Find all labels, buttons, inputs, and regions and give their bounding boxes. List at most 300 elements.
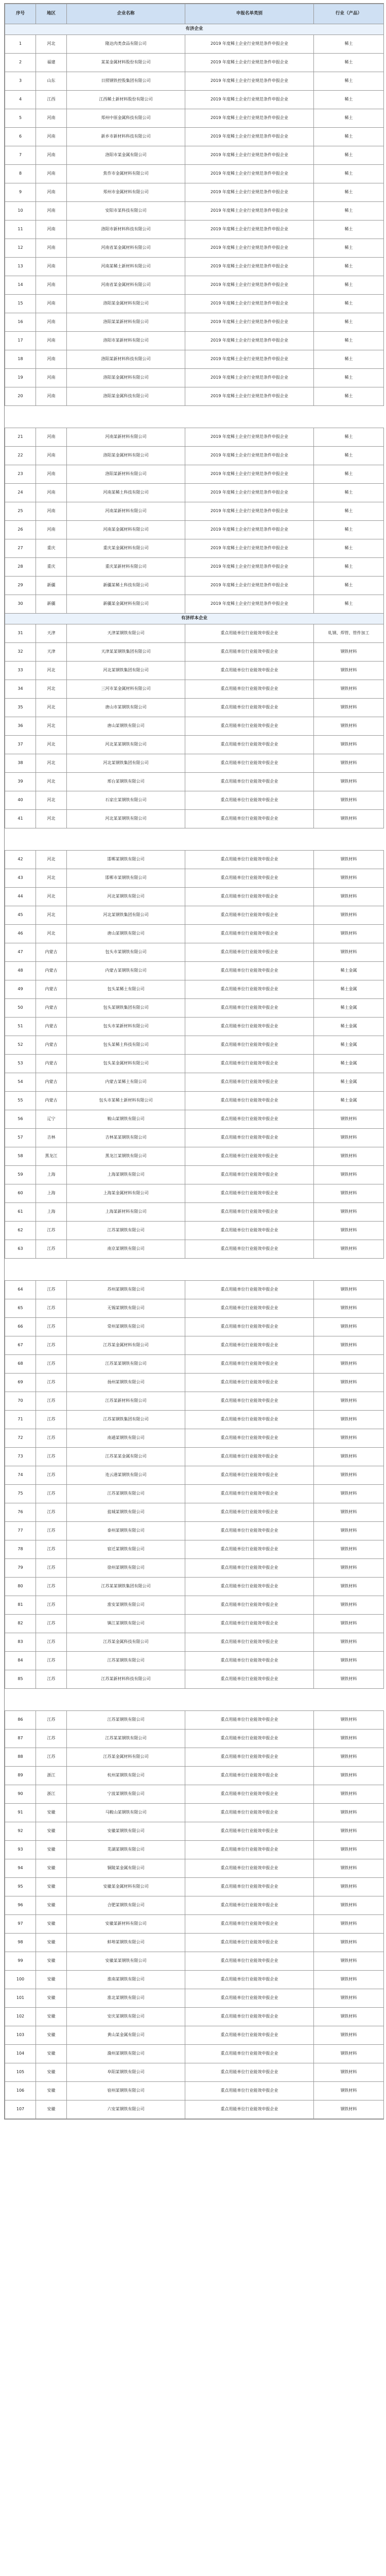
cell-category: 重点用能单位行业能效申报企业 <box>185 1578 314 1596</box>
cell-company: 包头某钢铁集团有限公司 <box>67 999 185 1018</box>
cell-region: 安徽 <box>36 1989 67 2008</box>
cell-category: 重点用能单位行业能效申报企业 <box>185 754 314 773</box>
cell-region: 河南 <box>36 146 67 165</box>
cell-company: 河南某稀土科技有限公司 <box>67 484 185 502</box>
table-row <box>5 276 384 295</box>
cell-region: 江苏 <box>36 1374 67 1392</box>
cell-number: 23 <box>5 465 36 484</box>
table-row <box>5 1110 384 1129</box>
cell-number: 22 <box>5 447 36 465</box>
cell-company: 上海某金属材料有限公司 <box>67 1184 185 1203</box>
cell-industry: 钢铁材料 <box>314 1392 384 1411</box>
cell-industry: 钢铁材料 <box>314 1633 384 1652</box>
cell-company: 河北某某钢铁有限公司 <box>67 810 185 828</box>
cell-industry: 钢铁材料 <box>314 791 384 810</box>
cell-number: 33 <box>5 662 36 680</box>
cell-company: 河北某钢铁有限公司 <box>67 888 185 906</box>
cell-region: 河北 <box>36 662 67 680</box>
cell-category: 重点用能单位行业能效申报企业 <box>185 736 314 754</box>
table-row <box>5 2063 384 2082</box>
cell-category: 重点用能单位行业能效申报企业 <box>185 1466 314 1485</box>
cell-industry: 钢铁材料 <box>314 680 384 699</box>
cell-number: 65 <box>5 1299 36 1318</box>
cell-number: 15 <box>5 295 36 313</box>
cell-company: 河南省某金属材料有限公司 <box>67 276 185 295</box>
cell-industry: 稀土 <box>314 313 384 332</box>
cell-number: 67 <box>5 1336 36 1355</box>
cell-industry: 钢铁材料 <box>314 943 384 962</box>
table-row <box>5 221 384 239</box>
cell-category: 2019 年度稀土企业行业规范条件申报企业 <box>185 577 314 595</box>
cell-company: 江苏某新材料科技有限公司 <box>67 1670 185 1689</box>
cell-company: 江苏某钢铁有限公司 <box>67 1222 185 1240</box>
cell-industry: 钢铁材料 <box>314 1952 384 1971</box>
cell-number: 89 <box>5 1767 36 1785</box>
cell-number: 44 <box>5 888 36 906</box>
table-row <box>5 1578 384 1596</box>
cell-number: 4 <box>5 91 36 109</box>
cell-industry: 钢铁材料 <box>314 1615 384 1633</box>
cell-number: 72 <box>5 1429 36 1448</box>
table-row <box>5 1878 384 1896</box>
cell-region: 安徽 <box>36 1878 67 1896</box>
cell-company: 邯郸市某钢铁有限公司 <box>67 869 185 888</box>
cell-company: 江苏某金属科技有限公司 <box>67 1633 185 1652</box>
cell-company: 江西稀土新材料股份有限公司 <box>67 91 185 109</box>
cell-region: 内蒙古 <box>36 962 67 980</box>
cell-region: 内蒙古 <box>36 980 67 999</box>
cell-region: 重庆 <box>36 558 67 577</box>
table-row <box>5 624 384 643</box>
cell-industry: 稀土 <box>314 558 384 577</box>
cell-category: 重点用能单位行业能效申报企业 <box>185 1989 314 2008</box>
cell-industry: 稀土 <box>314 54 384 72</box>
table-row <box>5 239 384 258</box>
cell-number: 5 <box>5 109 36 128</box>
cell-industry: 稀土 <box>314 350 384 369</box>
page-break-cell <box>5 828 384 851</box>
page-break-row <box>5 828 384 851</box>
table-row <box>5 810 384 828</box>
table-row <box>5 888 384 906</box>
cell-industry: 钢铁材料 <box>314 1540 384 1559</box>
page-break-cell <box>5 1689 384 1711</box>
cell-category: 重点用能单位行业能效申报企业 <box>185 1633 314 1652</box>
cell-company: 安徽某新材料有限公司 <box>67 1915 185 1934</box>
cell-category: 重点用能单位行业能效申报企业 <box>185 1748 314 1767</box>
cell-region: 河南 <box>36 428 67 447</box>
cell-category: 重点用能单位行业能效申报企业 <box>185 791 314 810</box>
cell-category: 重点用能单位行业能效申报企业 <box>185 1822 314 1841</box>
cell-industry: 钢铁材料 <box>314 1110 384 1129</box>
cell-region: 江苏 <box>36 1615 67 1633</box>
cell-industry: 钢铁材料 <box>314 1429 384 1448</box>
cell-category: 重点用能单位行业能效申报企业 <box>185 1184 314 1203</box>
cell-category: 重点用能单位行业能效申报企业 <box>185 1952 314 1971</box>
cell-industry: 钢铁材料 <box>314 736 384 754</box>
cell-category: 重点用能单位行业能效申报企业 <box>185 1318 314 1336</box>
cell-category: 重点用能单位行业能效申报企业 <box>185 1110 314 1129</box>
cell-category: 2019 年度稀土企业行业规范条件申报企业 <box>185 539 314 558</box>
cell-number: 62 <box>5 1222 36 1240</box>
cell-number: 69 <box>5 1374 36 1392</box>
cell-number: 77 <box>5 1522 36 1540</box>
cell-category: 2019 年度稀土企业行业规范条件申报企业 <box>185 465 314 484</box>
cell-industry: 稀土金属 <box>314 1055 384 1073</box>
cell-number: 99 <box>5 1952 36 1971</box>
table-row <box>5 1748 384 1767</box>
cell-number: 7 <box>5 146 36 165</box>
table-row <box>5 1073 384 1092</box>
cell-company: 洛阳某新材料科技有限公司 <box>67 350 185 369</box>
cell-industry: 钢铁材料 <box>314 1147 384 1166</box>
cell-industry: 钢铁材料 <box>314 906 384 925</box>
cell-company: 鞍山某钢铁有限公司 <box>67 1110 185 1129</box>
cell-category: 2019 年度稀土企业行业规范条件申报企业 <box>185 447 314 465</box>
cell-company: 淮北某钢铁有限公司 <box>67 1989 185 2008</box>
cell-category: 2019 年度稀土企业行业规范条件申报企业 <box>185 258 314 276</box>
cell-company: 安徽某某钢铁有限公司 <box>67 1952 185 1971</box>
cell-company: 安阳市某科技有限公司 <box>67 202 185 221</box>
table-row <box>5 1785 384 1804</box>
cell-region: 江苏 <box>36 1411 67 1429</box>
cell-company: 江苏某某钢铁集团有限公司 <box>67 1578 185 1596</box>
cell-region: 安徽 <box>36 2008 67 2026</box>
cell-industry: 稀土金属 <box>314 1018 384 1036</box>
cell-company: 日照钢铁控股集团有限公司 <box>67 72 185 91</box>
cell-number: 12 <box>5 239 36 258</box>
table-row <box>5 1711 384 1730</box>
cell-region: 河北 <box>36 736 67 754</box>
cell-number: 26 <box>5 521 36 539</box>
table-row <box>5 1036 384 1055</box>
cell-number: 30 <box>5 595 36 614</box>
cell-number: 25 <box>5 502 36 521</box>
cell-category: 2019 年度稀土企业行业规范条件申报企业 <box>185 502 314 521</box>
cell-region: 江苏 <box>36 1392 67 1411</box>
cell-category: 2019 年度稀土企业行业规范条件申报企业 <box>185 35 314 54</box>
table-row <box>5 736 384 754</box>
cell-company: 阜阳某钢铁有限公司 <box>67 2063 185 2082</box>
cell-number: 40 <box>5 791 36 810</box>
cell-company: 马鞍山某钢铁有限公司 <box>67 1804 185 1822</box>
cell-company: 新疆某金属材料有限公司 <box>67 595 185 614</box>
cell-category: 重点用能单位行业能效申报企业 <box>185 1222 314 1240</box>
table-row <box>5 754 384 773</box>
cell-industry: 稀土 <box>314 183 384 202</box>
table-row <box>5 2082 384 2100</box>
cell-company: 洛阳某金属科技有限公司 <box>67 387 185 406</box>
cell-number: 74 <box>5 1466 36 1485</box>
cell-number: 13 <box>5 258 36 276</box>
table-row <box>5 109 384 128</box>
cell-company: 洛阳市新材料科技有限公司 <box>67 221 185 239</box>
cell-region: 河南 <box>36 128 67 146</box>
cell-number: 42 <box>5 851 36 869</box>
cell-region: 河南 <box>36 502 67 521</box>
table-row <box>5 2100 384 2119</box>
cell-industry: 钢铁材料 <box>314 2063 384 2082</box>
cell-category: 重点用能单位行业能效申报企业 <box>185 1540 314 1559</box>
cell-number: 95 <box>5 1878 36 1896</box>
cell-industry: 稀土 <box>314 202 384 221</box>
table-row <box>5 465 384 484</box>
cell-industry: 钢铁材料 <box>314 1318 384 1336</box>
cell-company: 邢台某钢铁有限公司 <box>67 773 185 791</box>
cell-company: 江苏某金属材料有限公司 <box>67 1748 185 1767</box>
table-row <box>5 1952 384 1971</box>
table-row <box>5 1429 384 1448</box>
cell-category: 重点用能单位行业能效申报企业 <box>185 1018 314 1036</box>
cell-number: 97 <box>5 1915 36 1934</box>
table-row <box>5 350 384 369</box>
cell-region: 江苏 <box>36 1748 67 1767</box>
cell-industry: 钢铁材料 <box>314 1804 384 1822</box>
cell-region: 河南 <box>36 484 67 502</box>
column-header: 申报名单类别 <box>185 4 314 24</box>
cell-number: 79 <box>5 1559 36 1578</box>
table-row <box>5 165 384 183</box>
cell-company: 河南某金属材料有限公司 <box>67 521 185 539</box>
cell-company: 江苏某某钢铁有限公司 <box>67 1355 185 1374</box>
cell-industry: 钢铁材料 <box>314 1503 384 1522</box>
table-row <box>5 943 384 962</box>
cell-region: 江苏 <box>36 1652 67 1670</box>
cell-category: 重点用能单位行业能效申报企业 <box>185 1036 314 1055</box>
table-row <box>5 1281 384 1299</box>
cell-company: 江苏某钢铁有限公司 <box>67 1711 185 1730</box>
cell-company: 黑龙江某钢铁有限公司 <box>67 1147 185 1166</box>
cell-company: 洛阳市某金属有限公司 <box>67 146 185 165</box>
cell-category: 重点用能单位行业能效申报企业 <box>185 1411 314 1429</box>
table-row <box>5 1203 384 1222</box>
cell-region: 河北 <box>36 791 67 810</box>
section-title: 有济样本企业 <box>5 614 384 624</box>
cell-number: 52 <box>5 1036 36 1055</box>
cell-company: 三河市某金属材料有限公司 <box>67 680 185 699</box>
section-title-row <box>5 24 384 35</box>
cell-category: 重点用能单位行业能效申报企业 <box>185 906 314 925</box>
cell-region: 江苏 <box>36 1485 67 1503</box>
cell-region: 江苏 <box>36 1318 67 1336</box>
cell-region: 浙江 <box>36 1785 67 1804</box>
cell-company: 徐州某钢铁有限公司 <box>67 1559 185 1578</box>
cell-region: 安徽 <box>36 2045 67 2063</box>
cell-company: 合肥某钢铁有限公司 <box>67 1896 185 1915</box>
cell-category: 重点用能单位行业能效申报企业 <box>185 962 314 980</box>
cell-category: 重点用能单位行业能效申报企业 <box>185 699 314 717</box>
cell-industry: 稀土 <box>314 258 384 276</box>
cell-category: 重点用能单位行业能效申报企业 <box>185 1336 314 1355</box>
cell-company: 河南某新材料有限公司 <box>67 428 185 447</box>
page-break-row <box>5 1259 384 1281</box>
table-row <box>5 521 384 539</box>
table-row <box>5 72 384 91</box>
cell-industry: 钢铁材料 <box>314 888 384 906</box>
table-row <box>5 1971 384 1989</box>
cell-number: 51 <box>5 1018 36 1036</box>
cell-company: 南通某钢铁有限公司 <box>67 1429 185 1448</box>
cell-number: 96 <box>5 1896 36 1915</box>
cell-region: 内蒙古 <box>36 943 67 962</box>
table-row <box>5 295 384 313</box>
cell-industry: 稀土金属 <box>314 962 384 980</box>
cell-number: 63 <box>5 1240 36 1259</box>
cell-industry: 稀土 <box>314 128 384 146</box>
cell-company: 江苏某某钢铁有限公司 <box>67 1730 185 1748</box>
cell-region: 江苏 <box>36 1336 67 1355</box>
cell-company: 安徽某钢铁有限公司 <box>67 1822 185 1841</box>
cell-industry: 钢铁材料 <box>314 1878 384 1896</box>
cell-category: 2019 年度稀土企业行业规范条件申报企业 <box>185 387 314 406</box>
table-row <box>5 1485 384 1503</box>
cell-industry: 稀土 <box>314 146 384 165</box>
cell-company: 吉林某某钢铁有限公司 <box>67 1129 185 1147</box>
cell-number: 64 <box>5 1281 36 1299</box>
cell-industry: 钢铁材料 <box>314 1915 384 1934</box>
cell-region: 安徽 <box>36 1896 67 1915</box>
cell-industry: 稀土 <box>314 165 384 183</box>
cell-company: 淮安某钢铁有限公司 <box>67 1596 185 1615</box>
cell-company: 常州某钢铁有限公司 <box>67 1318 185 1336</box>
cell-region: 江苏 <box>36 1355 67 1374</box>
cell-industry: 稀土 <box>314 369 384 387</box>
cell-company: 河南某新材料有限公司 <box>67 502 185 521</box>
cell-industry: 稀土金属 <box>314 1036 384 1055</box>
cell-number: 94 <box>5 1859 36 1878</box>
cell-category: 重点用能单位行业能效申报企业 <box>185 1596 314 1615</box>
cell-industry: 钢铁材料 <box>314 1652 384 1670</box>
cell-company: 无锡某钢铁有限公司 <box>67 1299 185 1318</box>
cell-category: 2019 年度稀土企业行业规范条件申报企业 <box>185 558 314 577</box>
cell-region: 河南 <box>36 239 67 258</box>
cell-region: 河南 <box>36 313 67 332</box>
cell-region: 天津 <box>36 643 67 662</box>
cell-category: 2019 年度稀土企业行业规范条件申报企业 <box>185 221 314 239</box>
cell-industry: 钢铁材料 <box>314 1578 384 1596</box>
table-row <box>5 925 384 943</box>
cell-region: 河北 <box>36 906 67 925</box>
table-row <box>5 428 384 447</box>
cell-region: 江苏 <box>36 1222 67 1240</box>
table-row <box>5 1448 384 1466</box>
cell-industry: 稀土 <box>314 465 384 484</box>
cell-category: 重点用能单位行业能效申报企业 <box>185 1785 314 1804</box>
cell-region: 河南 <box>36 350 67 369</box>
table-row <box>5 1318 384 1336</box>
cell-number: 68 <box>5 1355 36 1374</box>
cell-region: 江西 <box>36 91 67 109</box>
table-row <box>5 539 384 558</box>
table-row <box>5 662 384 680</box>
table-row <box>5 502 384 521</box>
cell-region: 河南 <box>36 202 67 221</box>
table-row <box>5 906 384 925</box>
cell-industry: 稀土 <box>314 239 384 258</box>
cell-number: 98 <box>5 1934 36 1952</box>
cell-region: 江苏 <box>36 1633 67 1652</box>
cell-number: 24 <box>5 484 36 502</box>
cell-company: 洛阳某金属材料有限公司 <box>67 295 185 313</box>
cell-company: 宿迁某钢铁有限公司 <box>67 1540 185 1559</box>
cell-region: 天津 <box>36 624 67 643</box>
cell-region: 河北 <box>36 680 67 699</box>
cell-number: 81 <box>5 1596 36 1615</box>
enterprise-list-table <box>5 4 384 2119</box>
cell-region: 河北 <box>36 754 67 773</box>
cell-company: 江苏某钢铁有限公司 <box>67 1652 185 1670</box>
cell-industry: 钢铁材料 <box>314 851 384 869</box>
cell-company: 包头某稀土科技有限公司 <box>67 1036 185 1055</box>
cell-region: 江苏 <box>36 1559 67 1578</box>
cell-industry: 钢铁材料 <box>314 1411 384 1429</box>
cell-industry: 钢铁材料 <box>314 1522 384 1540</box>
cell-category: 2019 年度稀土企业行业规范条件申报企业 <box>185 369 314 387</box>
cell-region: 安徽 <box>36 1841 67 1859</box>
cell-region: 河南 <box>36 447 67 465</box>
table-row <box>5 1804 384 1822</box>
cell-company: 六安某钢铁有限公司 <box>67 2100 185 2119</box>
cell-region: 河南 <box>36 387 67 406</box>
cell-category: 重点用能单位行业能效申报企业 <box>185 1859 314 1878</box>
cell-category: 重点用能单位行业能效申报企业 <box>185 1166 314 1184</box>
cell-category: 重点用能单位行业能效申报企业 <box>185 1448 314 1466</box>
cell-number: 106 <box>5 2082 36 2100</box>
cell-company: 泰州某钢铁有限公司 <box>67 1522 185 1540</box>
cell-industry: 稀土 <box>314 332 384 350</box>
cell-number: 84 <box>5 1652 36 1670</box>
cell-region: 辽宁 <box>36 1110 67 1129</box>
table-row <box>5 680 384 699</box>
cell-category: 重点用能单位行业能效申报企业 <box>185 643 314 662</box>
cell-number: 88 <box>5 1748 36 1767</box>
cell-region: 内蒙古 <box>36 1092 67 1110</box>
cell-number: 54 <box>5 1073 36 1092</box>
document-sheet <box>4 3 384 2120</box>
cell-number: 3 <box>5 72 36 91</box>
cell-industry: 钢铁材料 <box>314 1222 384 1240</box>
cell-number: 41 <box>5 810 36 828</box>
cell-company: 上海某钢铁有限公司 <box>67 1166 185 1184</box>
cell-category: 重点用能单位行业能效申报企业 <box>185 1615 314 1633</box>
table-row <box>5 1615 384 1633</box>
cell-region: 河北 <box>36 717 67 736</box>
cell-number: 104 <box>5 2045 36 2063</box>
table-row <box>5 1859 384 1878</box>
cell-company: 安徽某金属材料有限公司 <box>67 1878 185 1896</box>
cell-category: 重点用能单位行业能效申报企业 <box>185 1878 314 1896</box>
cell-region: 安徽 <box>36 1859 67 1878</box>
table-row <box>5 1822 384 1841</box>
cell-industry: 钢铁材料 <box>314 1129 384 1147</box>
cell-category: 2019 年度稀土企业行业规范条件申报企业 <box>185 595 314 614</box>
cell-company: 唐山某钢铁有限公司 <box>67 717 185 736</box>
cell-company: 洛阳市某新材料有限公司 <box>67 332 185 350</box>
cell-company: 宿州某钢铁有限公司 <box>67 2082 185 2100</box>
cell-number: 101 <box>5 1989 36 2008</box>
cell-industry: 钢铁材料 <box>314 2026 384 2045</box>
cell-industry: 钢铁材料 <box>314 2045 384 2063</box>
cell-industry: 钢铁材料 <box>314 1485 384 1503</box>
cell-region: 上海 <box>36 1203 67 1222</box>
cell-industry: 钢铁材料 <box>314 1859 384 1878</box>
cell-company: 江苏某金属材料有限公司 <box>67 1336 185 1355</box>
table-row <box>5 1299 384 1318</box>
cell-company: 江苏某某金属有限公司 <box>67 1448 185 1466</box>
cell-number: 29 <box>5 577 36 595</box>
cell-number: 14 <box>5 276 36 295</box>
table-row <box>5 717 384 736</box>
